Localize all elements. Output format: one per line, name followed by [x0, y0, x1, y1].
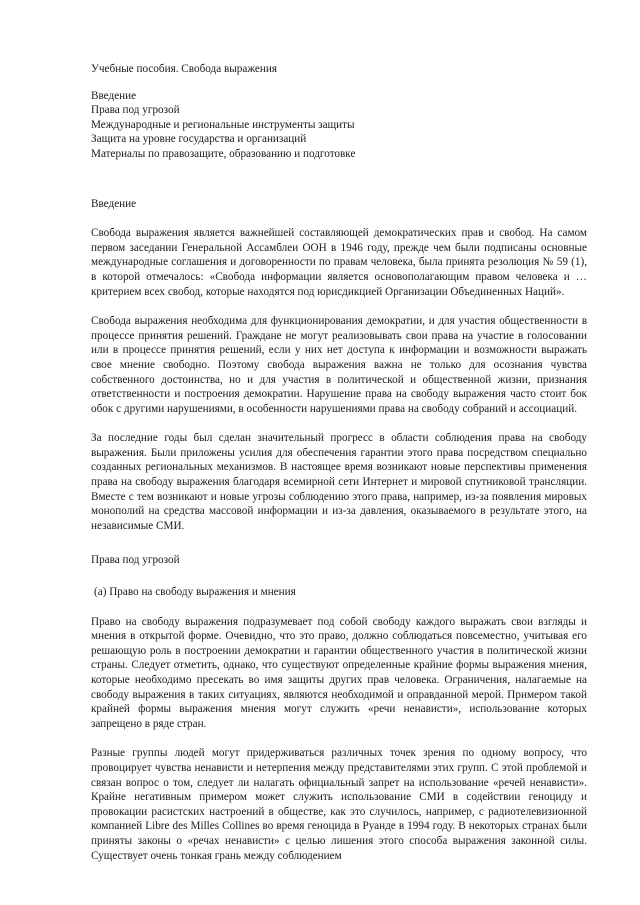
document-body	[91, 62, 587, 878]
toc-item-rights-under-threat: Права под угрозой	[91, 104, 180, 117]
paragraph: Право на свободу выражения подразумевает под собой свободу каждого выражать свои взгляды и мнения в открытой форме. Очевидно, что это право, должно соблюдаться повсеместно, учитывая его решающую роль в построении демократии и гарантии общественного участия в политической жизни страны. Следует отметить, однако, что существуют определенные крайние формы выражения мнения, которые необходимо пресекать во имя защиты других прав человека. Ограничения, налагаемые на свободу выражения в таких ситуациях, являются необходимой и оправданной мерой. Примером такой крайней формы выражения мнения могут служить «речи ненависти», использование которых запрещено в ряде стран.	[91, 615, 587, 730]
paragraph: За последние годы был сделан значительный прогресс в области соблюдения права на свободу выражения. Были приложены усилия для обеспечения гарантии этого права посредством специально созданных региональных механизмов. В настоящее время возникают новые перспективы применения права на свободу выражения благодаря всемирной сети Интернет и мировой спутниковой трансляции. Вместе с тем возникают и новые угрозы соблюдению этого права, например, из-за появления мировых монополий на средства массовой информации и из-за давления, оказываемого в результате этого, на независимые СМИ.	[91, 432, 587, 532]
paragraph: Разные группы людей могут придерживаться различных точек зрения по одному вопросу, что провоцирует чувства ненависти и нетерпения между представителями этих групп. С этой проблемой и связан вопрос о том, следует ли налагать официальный запрет на использование «речей ненависти». Крайне негативным примером может служить использование СМИ в содействии геноциду и провокации расистских настроений в обществе, как это случилось, например, с радиотелевизионной компанией Libre des Milles Collines во время геноцида в Руанде в 1994 году. В некоторых странах были приняты законы о «речах ненависти» с целью лишения этого способа выражения законной силы. Существует очень тонкая грань между соблюдением	[91, 747, 587, 862]
paragraph: Свобода выражения необходима для функционирования демократии, и для участия общественности в процессе принятия решений. Граждане не могут реализовывать свои права на участие в голосовании или в процессе принятия решений, если у них нет доступа к информации и возможности выражать свое мнение свободно. Поэтому свобода выражения важна не только для осознания чувства собственного достоинства, но и для участия в политической и общественной жизни, признания ответственности и построения демократии. Нарушение права на свободу выражения часто стоит бок обок с другими нарушениями, в особенности нарушениями права на свободу собраний и ассоциаций.	[91, 315, 587, 415]
table-of-contents	[91, 89, 587, 162]
subsection-heading: (а) Право на свободу выражения и мнения	[94, 586, 296, 599]
document-title: Учебные пособия. Свобода выражения	[91, 63, 278, 75]
toc-item-introduction: Введение	[91, 89, 137, 102]
section-heading-rights-under-threat: Права под угрозой	[91, 554, 180, 567]
toc-item-international-instruments: Международные и региональные инструменты защиты	[91, 118, 355, 131]
toc-item-state-protection: Защита на уровне государства и организаций	[91, 133, 307, 146]
toc-item-materials: Материалы по правозащите, образованию и подготовке	[91, 147, 356, 160]
paragraph: Свобода выражения является важнейшей составляющей демократических прав и свобод. На самом первом заседании Генеральной Ассамблеи ООН в 1946 году, прежде чем были подписаны основные международные соглашения и договоренности по правам человека, была принята резолюция № 59 (1), в которой отмечалось: «Свобода информации является основополагающим правом человека и … критерием всех свобод, которые находятся под юрисдикцией Организации Объединенных Наций».	[91, 227, 587, 298]
section-heading-introduction: Введение	[91, 197, 137, 210]
